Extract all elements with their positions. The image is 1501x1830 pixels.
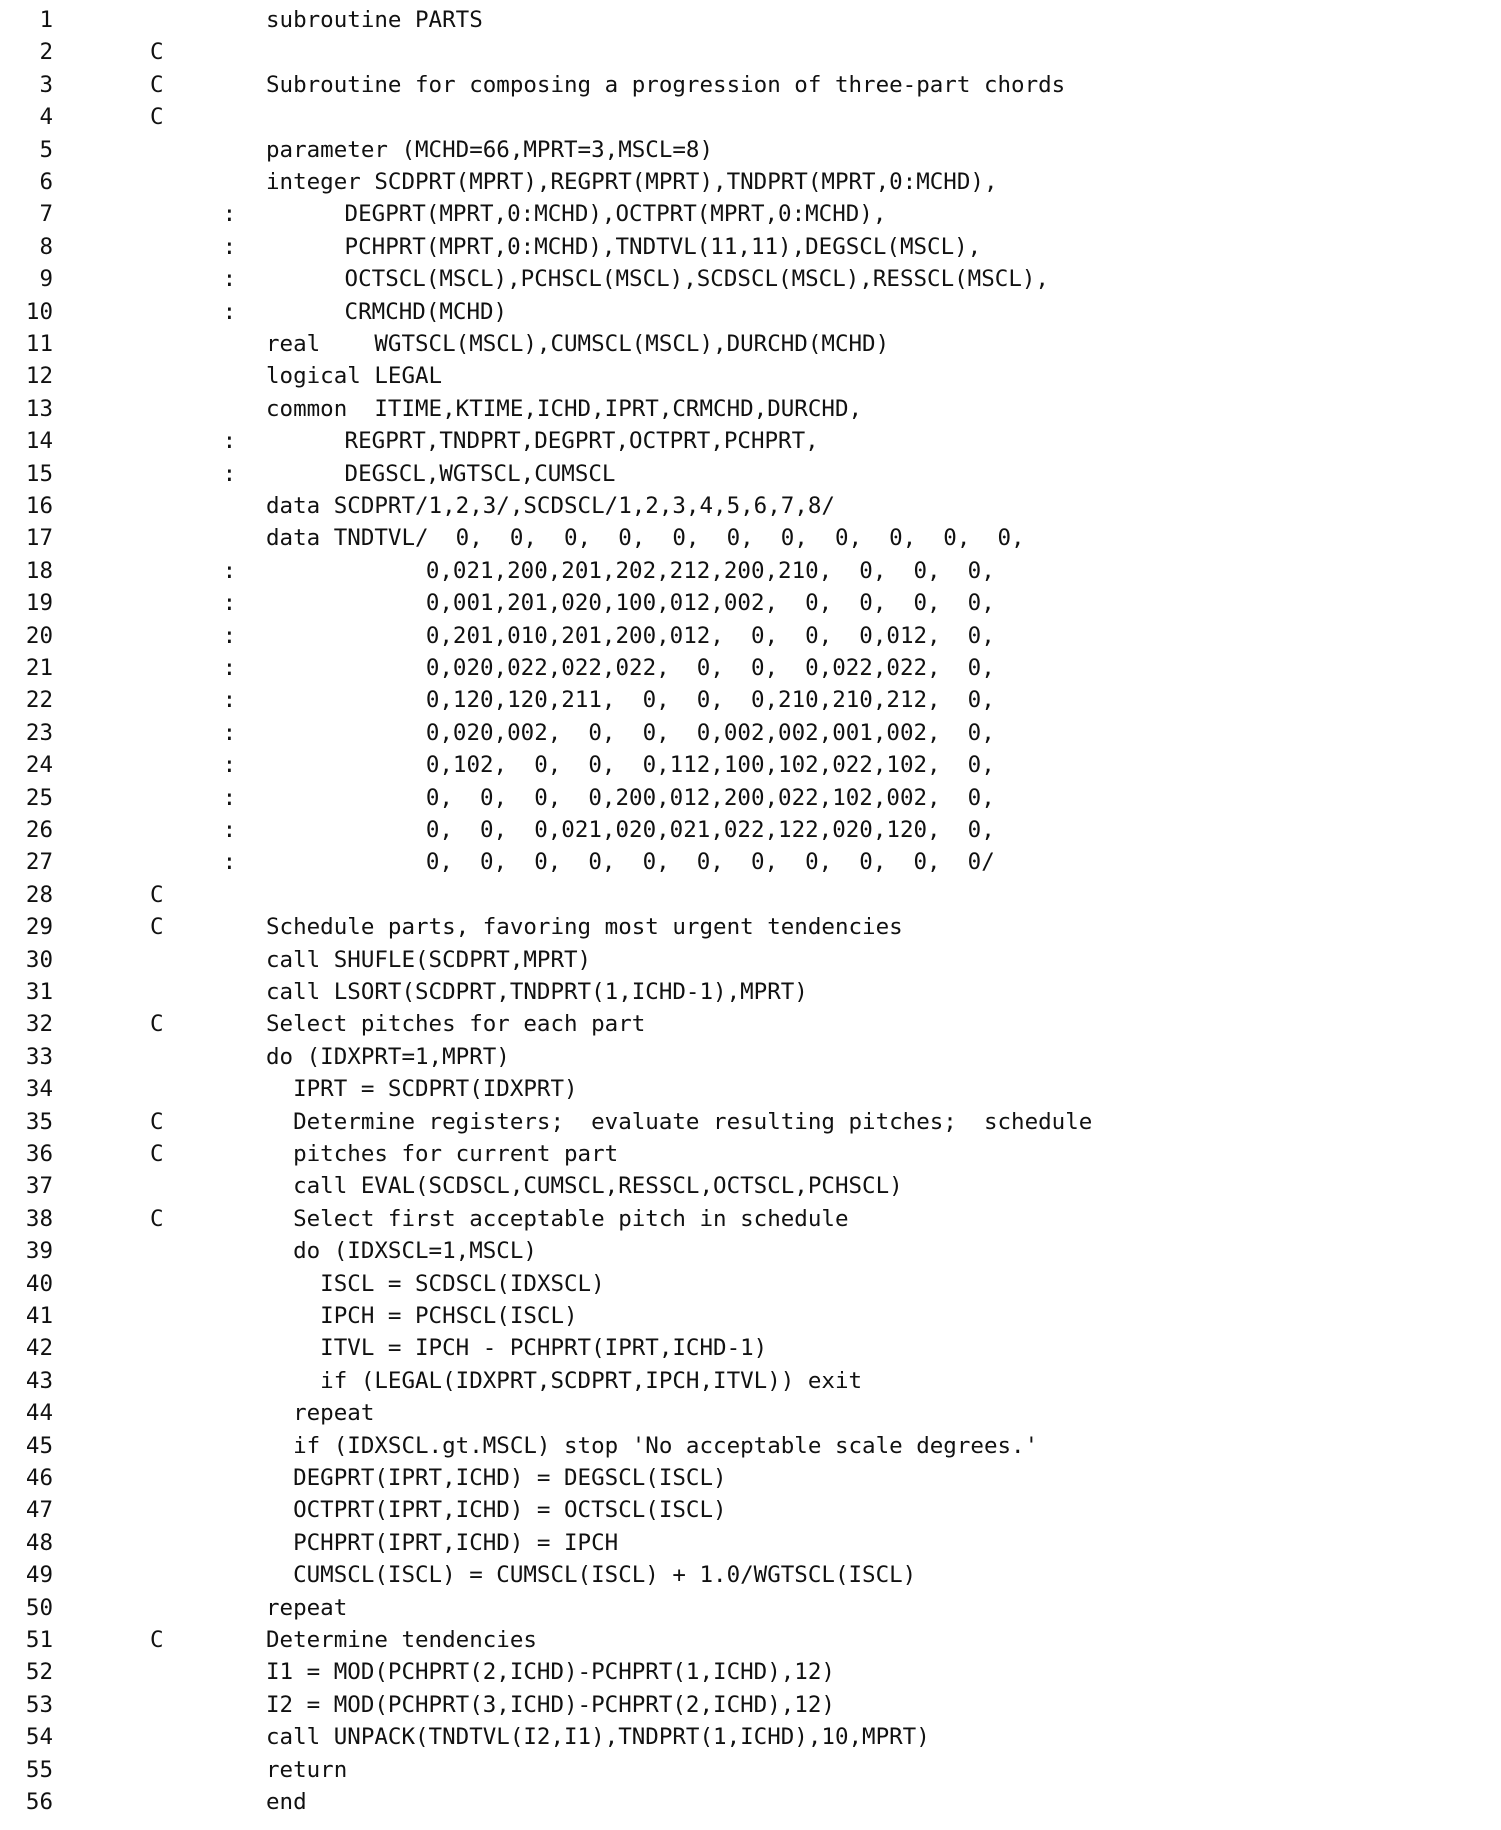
line-number: 3: [39, 71, 53, 98]
code-line: [0, 134, 1501, 166]
code-line: [0, 36, 1501, 68]
code-line: [0, 717, 1501, 749]
code-line: [0, 198, 1501, 230]
code-text: : PCHPRT(MPRT,0:MCHD),TNDTVL(11,11),DEGSCL(MSCL),: [182, 233, 982, 260]
code-line: [0, 490, 1501, 522]
code-text: Determine tendencies: [266, 1627, 537, 1653]
line-number: 53: [25, 1691, 53, 1718]
code-text: Subroutine for composing a progression of three-part chords: [266, 71, 1066, 98]
line-number: 15: [25, 460, 53, 487]
code-line: [0, 1397, 1501, 1429]
line-number: 34: [25, 1076, 53, 1103]
code-line: [0, 652, 1501, 684]
code-line: [0, 1203, 1501, 1235]
code-line: [0, 555, 1501, 587]
line-number: 45: [25, 1432, 53, 1459]
line-number: 33: [25, 1043, 53, 1070]
code-text: common ITIME,KTIME,ICHD,IPRT,CRMCHD,DURCHD,: [266, 395, 863, 422]
line-number: 49: [25, 1562, 53, 1589]
code-line: [0, 166, 1501, 198]
line-number: 12: [25, 363, 53, 390]
line-number: 24: [25, 752, 53, 779]
code-text: : 0,120,120,211, 0, 0, 0,210,210,212, 0,: [182, 687, 995, 714]
code-line: [0, 231, 1501, 263]
line-number: 54: [25, 1724, 53, 1751]
line-number: 30: [25, 946, 53, 973]
code-text: Select pitches for each part: [266, 1011, 646, 1038]
code-line: [0, 1268, 1501, 1300]
comment-marker: C: [150, 1627, 164, 1653]
code-line: [0, 976, 1501, 1008]
code-text: pitches for current part: [266, 1141, 619, 1167]
line-number: 9: [39, 266, 53, 293]
code-line: [0, 101, 1501, 133]
code-line: [0, 1462, 1501, 1494]
line-number: 22: [25, 687, 53, 714]
line-number: 43: [25, 1367, 53, 1394]
line-number: 17: [25, 525, 53, 552]
code-line: [0, 458, 1501, 490]
code-text: : 0,021,200,201,202,212,200,210, 0, 0, 0,: [182, 557, 995, 584]
comment-marker: C: [150, 1011, 164, 1038]
line-number: 37: [25, 1173, 53, 1200]
code-line: [0, 1106, 1501, 1138]
code-line: [0, 587, 1501, 619]
comment-marker: C: [150, 104, 164, 131]
line-number: 31: [25, 979, 53, 1005]
comment-marker: C: [150, 1205, 164, 1232]
code-text: : 0,020,022,022,022, 0, 0, 0,022,022, 0,: [182, 655, 995, 681]
code-text: if (IDXSCL.gt.MSCL) stop 'No acceptable scale degrees.': [266, 1432, 1039, 1459]
line-number: 21: [25, 655, 53, 681]
line-number: 48: [25, 1529, 53, 1556]
code-line: [0, 879, 1501, 911]
line-number: 14: [25, 428, 53, 455]
line-number: 6: [39, 169, 53, 195]
code-line: [0, 1300, 1501, 1332]
code-text: : 0, 0, 0, 0, 0, 0, 0, 0, 0, 0, 0/: [182, 849, 995, 876]
line-number: 16: [25, 493, 53, 519]
line-number: 50: [25, 1594, 53, 1621]
line-number: 18: [25, 557, 53, 584]
line-number: 27: [25, 849, 53, 876]
code-line: [0, 360, 1501, 392]
code-text: call UNPACK(TNDTVL(I2,I1),TNDPRT(1,ICHD),10,MPRT): [266, 1724, 930, 1751]
code-text: Select first acceptable pitch in schedule: [266, 1205, 849, 1232]
code-line: [0, 1332, 1501, 1364]
comment-marker: C: [150, 1108, 164, 1135]
code-line: [0, 1527, 1501, 1559]
code-text: I1 = MOD(PCHPRT(2,ICHD)-PCHPRT(1,ICHD),12): [266, 1659, 835, 1686]
code-line: [0, 1494, 1501, 1526]
code-text: I2 = MOD(PCHPRT(3,ICHD)-PCHPRT(2,ICHD),12): [266, 1691, 835, 1718]
code-line: [0, 1689, 1501, 1721]
code-text: DEGPRT(IPRT,ICHD) = DEGSCL(ISCL): [266, 1465, 727, 1491]
line-number: 55: [25, 1756, 53, 1783]
code-line: [0, 1559, 1501, 1591]
code-line: [0, 1592, 1501, 1624]
code-line: [0, 1170, 1501, 1202]
code-line: [0, 1754, 1501, 1786]
line-number: 42: [25, 1335, 53, 1362]
code-line: [0, 1365, 1501, 1397]
code-text: : 0,201,010,201,200,012, 0, 0, 0,012, 0,: [182, 622, 995, 649]
code-text: call SHUFLE(SCDPRT,MPRT): [266, 946, 592, 973]
code-text: : 0, 0, 0, 0,200,012,200,022,102,002, 0,: [182, 784, 995, 811]
code-line: [0, 425, 1501, 457]
code-text: real WGTSCL(MSCL),CUMSCL(MSCL),DURCHD(MCHD): [266, 331, 890, 357]
comment-marker: C: [150, 1141, 164, 1167]
code-text: Determine registers; evaluate resulting pitches; schedule: [266, 1108, 1093, 1135]
code-line: [0, 328, 1501, 360]
code-text: parameter (MCHD=66,MPRT=3,MSCL=8): [266, 136, 714, 163]
code-text: call EVAL(SCDSCL,CUMSCL,RESSCL,OCTSCL,PCHSCL): [266, 1173, 903, 1200]
code-line: [0, 1656, 1501, 1688]
code-line: [0, 1235, 1501, 1267]
code-listing: [0, 4, 1501, 1824]
code-text: ITVL = IPCH - PCHPRT(IPRT,ICHD-1): [266, 1335, 768, 1362]
code-text: data TNDTVL/ 0, 0, 0, 0, 0, 0, 0, 0, 0, 0, 0,: [266, 525, 1025, 552]
line-number: 47: [25, 1497, 53, 1524]
code-line: [0, 1786, 1501, 1818]
line-number: 38: [25, 1205, 53, 1232]
code-line: [0, 944, 1501, 976]
line-number: 39: [25, 1238, 53, 1265]
line-number: 52: [25, 1659, 53, 1686]
comment-marker: C: [150, 71, 164, 98]
code-text: Schedule parts, favoring most urgent tendencies: [266, 914, 903, 941]
code-text: PCHPRT(IPRT,ICHD) = IPCH: [266, 1529, 619, 1556]
code-text: IPRT = SCDPRT(IDXPRT): [266, 1076, 578, 1103]
code-text: IPCH = PCHSCL(ISCL): [266, 1303, 578, 1329]
code-text: : CRMCHD(MCHD): [182, 298, 508, 325]
code-text: : REGPRT,TNDPRT,DEGPRT,OCTPRT,PCHPRT,: [182, 428, 819, 455]
line-number: 7: [39, 201, 53, 228]
code-text: do (IDXSCL=1,MSCL): [266, 1238, 537, 1265]
line-number: 35: [25, 1108, 53, 1135]
line-number: 41: [25, 1303, 53, 1329]
code-text: repeat: [266, 1594, 348, 1621]
code-text: do (IDXPRT=1,MPRT): [266, 1043, 510, 1070]
line-number: 44: [25, 1400, 53, 1427]
line-number: 23: [25, 719, 53, 746]
code-line: [0, 69, 1501, 101]
line-number: 5: [39, 136, 53, 163]
comment-marker: C: [150, 39, 164, 66]
code-line: [0, 296, 1501, 328]
code-text: return: [266, 1756, 348, 1783]
line-number: 4: [39, 104, 53, 131]
code-line: [0, 1073, 1501, 1105]
code-line: [0, 782, 1501, 814]
line-number: 11: [25, 331, 53, 357]
code-text: repeat: [266, 1400, 375, 1427]
code-text: end: [266, 1789, 307, 1815]
code-text: : DEGSCL,WGTSCL,CUMSCL: [182, 460, 616, 487]
line-number: 10: [25, 298, 53, 325]
code-text: : OCTSCL(MSCL),PCHSCL(MSCL),SCDSCL(MSCL),RESSCL(MSCL),: [182, 266, 1049, 293]
code-line: [0, 620, 1501, 652]
code-line: [0, 1430, 1501, 1462]
line-number: 20: [25, 622, 53, 649]
code-line: [0, 846, 1501, 878]
line-number: 2: [39, 39, 53, 66]
code-line: [0, 1138, 1501, 1170]
line-number: 36: [25, 1141, 53, 1167]
code-text: OCTPRT(IPRT,ICHD) = OCTSCL(ISCL): [266, 1497, 727, 1524]
code-text: logical LEGAL: [266, 363, 443, 390]
code-text: subroutine PARTS: [266, 7, 483, 33]
line-number: 40: [25, 1270, 53, 1297]
code-line: [0, 749, 1501, 781]
code-text: : 0,102, 0, 0, 0,112,100,102,022,102, 0,: [182, 752, 995, 779]
code-text: call LSORT(SCDPRT,TNDPRT(1,ICHD-1),MPRT): [266, 979, 808, 1005]
line-number: 56: [25, 1789, 53, 1815]
code-text: : 0,020,002, 0, 0, 0,002,002,001,002, 0,: [182, 719, 995, 746]
code-line: [0, 4, 1501, 36]
code-text: : 0, 0, 0,021,020,021,022,122,020,120, 0,: [182, 817, 995, 843]
line-number: 8: [39, 233, 53, 260]
code-line: [0, 684, 1501, 716]
code-text: data SCDPRT/1,2,3/,SCDSCL/1,2,3,4,5,6,7,8/: [266, 493, 835, 519]
line-number: 26: [25, 817, 53, 843]
line-number: 32: [25, 1011, 53, 1038]
code-text: ISCL = SCDSCL(IDXSCL): [266, 1270, 605, 1297]
comment-marker: C: [150, 914, 164, 941]
code-line: [0, 1721, 1501, 1753]
code-line: [0, 1041, 1501, 1073]
line-number: 46: [25, 1465, 53, 1491]
code-text: : 0,001,201,020,100,012,002, 0, 0, 0, 0,: [182, 590, 995, 617]
line-number: 25: [25, 784, 53, 811]
code-line: [0, 1008, 1501, 1040]
comment-marker: C: [150, 881, 164, 908]
line-number: 51: [25, 1627, 53, 1653]
code-line: [0, 522, 1501, 554]
code-text: integer SCDPRT(MPRT),REGPRT(MPRT),TNDPRT(MPRT,0:MCHD),: [266, 169, 998, 195]
code-line: [0, 393, 1501, 425]
code-line: [0, 263, 1501, 295]
code-line: [0, 1624, 1501, 1656]
code-text: CUMSCL(ISCL) = CUMSCL(ISCL) + 1.0/WGTSCL(ISCL): [266, 1562, 917, 1589]
code-text: : DEGPRT(MPRT,0:MCHD),OCTPRT(MPRT,0:MCHD),: [182, 201, 887, 228]
code-line: [0, 814, 1501, 846]
line-number: 1: [39, 7, 53, 33]
line-number: 19: [25, 590, 53, 617]
line-number: 28: [25, 881, 53, 908]
line-number: 13: [25, 395, 53, 422]
code-text: if (LEGAL(IDXPRT,SCDPRT,IPCH,ITVL)) exit: [266, 1367, 863, 1394]
line-number: 29: [25, 914, 53, 941]
code-line: [0, 911, 1501, 943]
